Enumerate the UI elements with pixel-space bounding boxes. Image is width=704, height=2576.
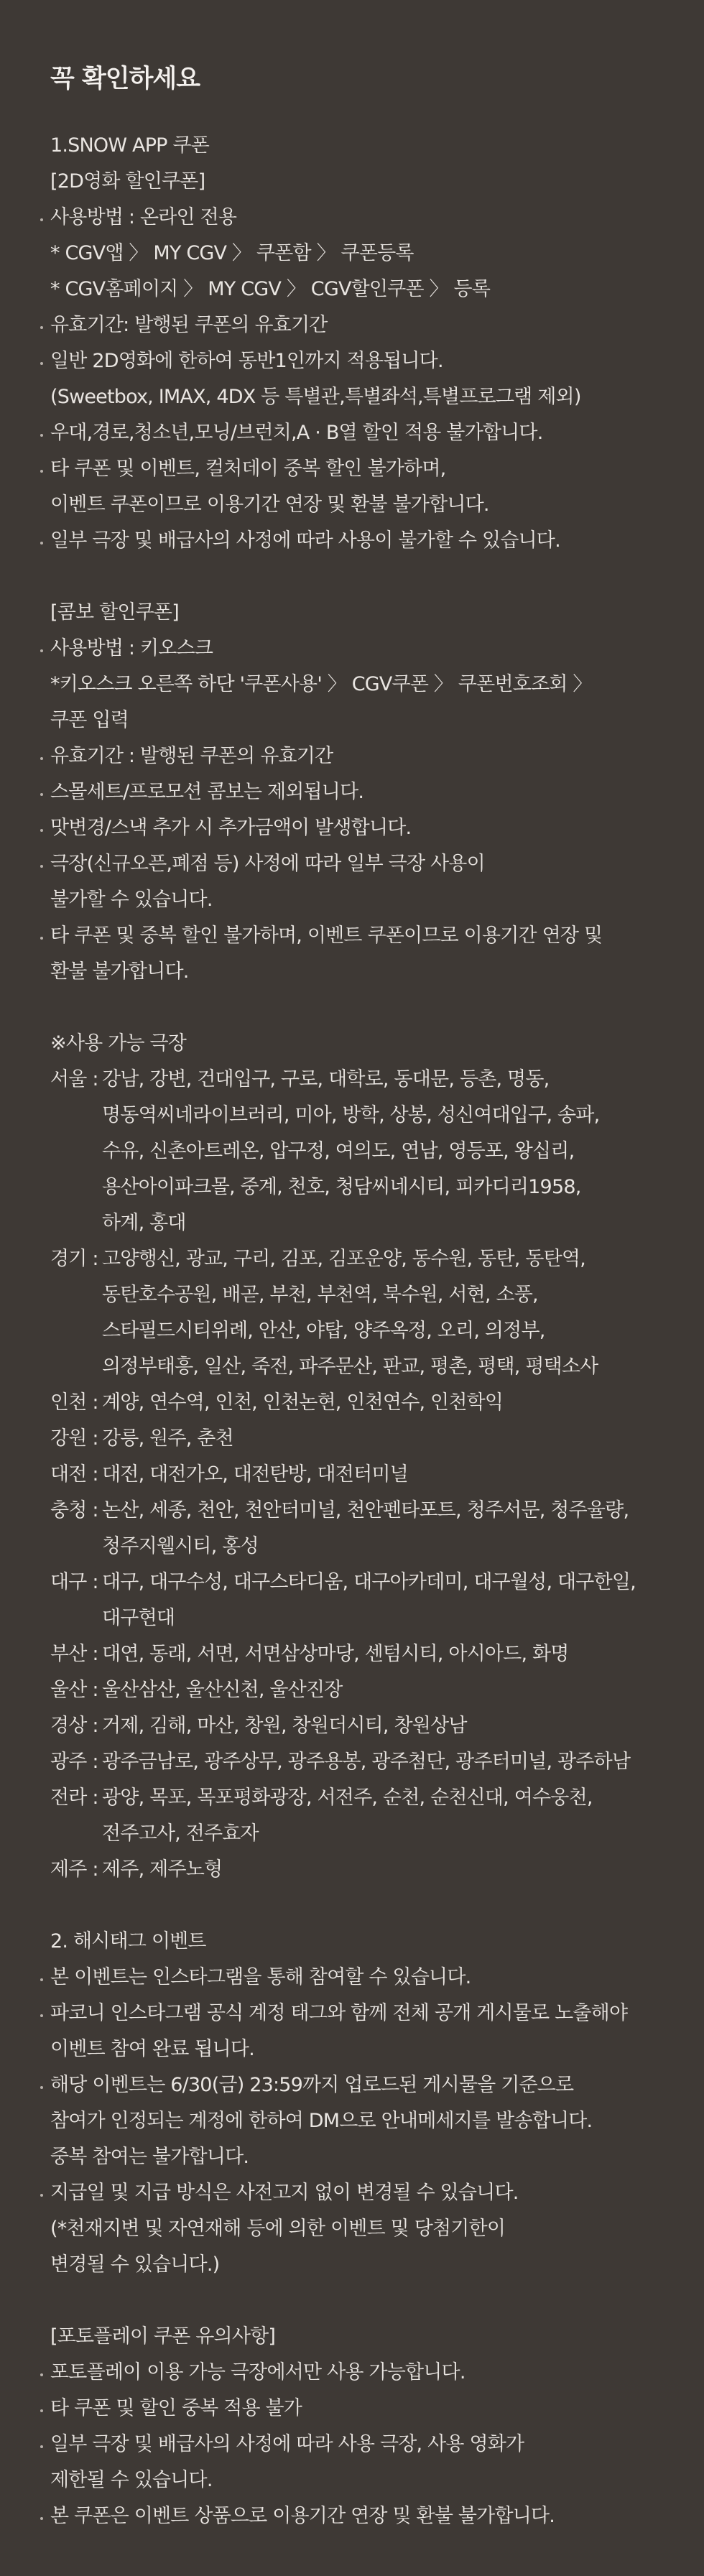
bullet-item: 유효기간: 발행된 쿠폰의 유효기간 [50, 307, 704, 343]
region-row [50, 1565, 704, 1600]
text-line: (*천재지변 및 자연재해 등에 의한 이벤트 및 당첨기한이 [50, 2218, 506, 2240]
region-name: 부산 : [50, 1643, 98, 1665]
region-name: 대전 : [50, 1463, 98, 1486]
region-name: 경상 : [50, 1715, 98, 1737]
region-theaters: 광양, 목포, 목포평화광장, 서전주, 순천, 순천신대, 여수웅천, [102, 1787, 593, 1809]
text-line: 제한될 수 있습니다. [50, 2469, 213, 2491]
text-line: 이벤트 쿠폰이므로 이용기간 연장 및 환불 불가합니다. [50, 494, 489, 516]
text-line: 쿠폰 입력 [50, 709, 129, 731]
bullet-item: 스몰세트/프로모션 콤보는 제외됩니다. [50, 774, 704, 810]
section-heading: 2. 해시태그 이벤트 [50, 1930, 206, 1952]
region-theaters: 강릉, 원주, 춘천 [102, 1427, 233, 1450]
snow-coupon-notes [50, 200, 704, 559]
region-row [50, 1385, 704, 1421]
region-theaters: 강남, 강변, 건대입구, 구로, 대학로, 동대문, 등촌, 명동, [102, 1068, 550, 1090]
section-subheading: [포토플레이 쿠폰 유의사항] [50, 2325, 276, 2348]
region-theaters-continued: 명동역씨네라이브러리, 미아, 방학, 상봉, 성신여대입구, 송파, [102, 1104, 600, 1126]
region-theaters: 고양행신, 광교, 구리, 김포, 김포운양, 동수원, 동탄, 동탄역, [102, 1248, 585, 1270]
hashtag-event-section [50, 1924, 704, 2283]
text-line: * CGV홈페이지 〉 MY CGV 〉 CGV할인쿠폰 〉 등록 [50, 278, 491, 300]
region-theaters: 울산삼산, 울산신천, 울산진장 [102, 1679, 343, 1701]
region-name: 전라 : [50, 1787, 98, 1809]
region-theaters-continued: 대구현대 [102, 1607, 175, 1629]
bullet-item: 일반 2D영화에 한하여 동반1인까지 적용됩니다. [50, 343, 704, 379]
snow-coupon-section [50, 128, 704, 559]
text-line: 불가할 수 있습니다. [50, 889, 213, 911]
region-row [50, 1852, 704, 1888]
text-line: (Sweetbox, IMAX, 4DX 등 특별관,특별좌석,특별프로그램 제외) [50, 386, 581, 408]
region-theaters: 계양, 연수역, 인천, 인천논현, 인천연수, 인천학익 [102, 1391, 504, 1414]
region-theaters-continued: 용산아이파크몰, 중계, 천호, 청담씨네시티, 피카디리1958, [102, 1176, 581, 1198]
bullet-item: 타 쿠폰 및 중복 할인 불가하며, 이벤트 쿠폰이므로 이용기간 연장 및 [50, 918, 704, 954]
bullet-item: 사용방법 : 키오스크 [50, 631, 704, 667]
region-row [50, 1708, 704, 1744]
bullet-item: 일부 극장 및 배급사의 사정에 따라 사용이 불가할 수 있습니다. [50, 523, 704, 559]
region-name: 경기 : [50, 1248, 98, 1270]
region-theaters-continued: 하계, 홍대 [102, 1212, 186, 1234]
section-subheading: [2D영화 할인쿠폰] [50, 170, 205, 193]
combo-coupon-notes [50, 631, 704, 990]
region-row [50, 1780, 704, 1816]
region-row [50, 1062, 704, 1098]
region-theaters: 논산, 세종, 천안, 천안터미널, 천안펜타포트, 청주서문, 청주율량, [102, 1499, 629, 1521]
theater-list-section [50, 1026, 704, 1888]
bullet-item: 본 이벤트는 인스타그램을 통해 참여할 수 있습니다. [50, 1960, 704, 1996]
photoplay-coupon-notes [50, 2355, 704, 2534]
section-heading: 1.SNOW APP 쿠폰 [50, 134, 210, 157]
region-theaters: 제주, 제주노형 [102, 1858, 223, 1881]
region-theaters: 대연, 동래, 서면, 서면삼상마당, 센텀시티, 아시아드, 화명 [102, 1643, 569, 1665]
text-line: 이벤트 참여 완료 됩니다. [50, 2038, 254, 2060]
region-theaters-continued: 전주고사, 전주효자 [102, 1822, 259, 1845]
bullet-item: 극장(신규오픈,폐점 등) 사정에 따라 일부 극장 사용이 [50, 846, 704, 882]
bullet-item: 파코니 인스타그램 공식 계정 태그와 함께 전체 공개 게시물로 노출해야 [50, 1996, 704, 2031]
region-name: 제주 : [50, 1858, 98, 1881]
region-row [50, 1744, 704, 1780]
page-title: 꼭 확인하세요 [50, 65, 200, 93]
region-name: 광주 : [50, 1751, 98, 1773]
text-line: 환불 불가합니다. [50, 960, 189, 983]
text-line: 중복 참여는 불가합니다. [50, 2146, 249, 2168]
hashtag-event-notes [50, 1960, 704, 2283]
bullet-item: 일부 극장 및 배급사의 사정에 따라 사용 극장, 사용 영화가 [50, 2427, 704, 2463]
region-theaters: 대전, 대전가오, 대전탄방, 대전터미널 [102, 1463, 408, 1486]
text-line: *키오스크 오른쪽 하단 '쿠폰사용' 〉 CGV쿠폰 〉 쿠폰번호조회 〉 [50, 673, 592, 695]
region-name: 대구 : [50, 1571, 98, 1593]
text-line: 참여가 인정되는 계정에 한하여 DM으로 안내메세지를 발송합니다. [50, 2110, 593, 2132]
region-name: 충청 : [50, 1499, 98, 1521]
region-theaters: 대구, 대구수성, 대구스타디움, 대구아카데미, 대구월성, 대구한일, [102, 1571, 636, 1593]
region-theaters: 거제, 김해, 마산, 창원, 창원더시티, 창원상남 [102, 1715, 467, 1737]
region-row [50, 1421, 704, 1457]
region-name: 강원 : [50, 1427, 98, 1450]
bullet-item: 포토플레이 이용 가능 극장에서만 사용 가능합니다. [50, 2355, 704, 2391]
region-theaters-continued: 청주지웰시티, 홍성 [102, 1535, 259, 1557]
bullet-item: 타 쿠폰 및 이벤트, 컬처데이 중복 할인 불가하며, [50, 451, 704, 487]
bullet-item: 지급일 및 지급 방식은 사전고지 없이 변경될 수 있습니다. [50, 2175, 704, 2211]
bullet-item: 우대,경로,청소년,모닝/브런치,A · B열 할인 적용 불가합니다. [50, 415, 704, 451]
bullet-item: 유효기간 : 발행된 쿠폰의 유효기간 [50, 738, 704, 774]
region-name: 서울 : [50, 1068, 98, 1090]
region-row [50, 1493, 704, 1529]
region-row [50, 1636, 704, 1672]
text-line: * CGV앱 〉 MY CGV 〉 쿠폰함 〉 쿠폰등록 [50, 242, 414, 264]
bullet-item: 해당 이벤트는 6/30(금) 23:59까지 업로드된 게시물을 기준으로 [50, 2067, 704, 2103]
section-subheading: [콤보 할인쿠폰] [50, 601, 179, 624]
region-row [50, 1457, 704, 1493]
bullet-item: 타 쿠폰 및 할인 중복 적용 불가 [50, 2391, 704, 2427]
region-name: 인천 : [50, 1391, 98, 1414]
region-theaters-continued: 의정부태흥, 일산, 죽전, 파주문산, 판교, 평촌, 평택, 평택소사 [102, 1356, 598, 1378]
bullet-item: 맛변경/스낵 추가 시 추가금액이 발생합니다. [50, 810, 704, 846]
region-list [50, 1062, 704, 1888]
photoplay-coupon-section [50, 2319, 704, 2534]
bullet-item: 본 쿠폰은 이벤트 상품으로 이용기간 연장 및 환불 불가합니다. [50, 2498, 704, 2534]
region-name: 울산 : [50, 1679, 98, 1701]
region-theaters-continued: 동탄호수공원, 배곧, 부천, 부천역, 북수원, 서현, 소풍, [102, 1284, 538, 1306]
region-theaters: 광주금남로, 광주상무, 광주용봉, 광주첨단, 광주터미널, 광주하남 [102, 1751, 631, 1773]
text-line: 변경될 수 있습니다.) [50, 2253, 220, 2276]
region-row [50, 1241, 704, 1277]
bullet-item: 사용방법 : 온라인 전용 [50, 200, 704, 236]
combo-coupon-section [50, 595, 704, 990]
region-theaters-continued: 스타필드시티위례, 안산, 야탑, 양주옥정, 오리, 의정부, [102, 1320, 545, 1342]
region-theaters-continued: 수유, 신촌아트레온, 압구정, 여의도, 연남, 영등포, 왕십리, [102, 1140, 575, 1162]
region-row [50, 1672, 704, 1708]
section-heading: ※사용 가능 극장 [50, 1032, 187, 1055]
